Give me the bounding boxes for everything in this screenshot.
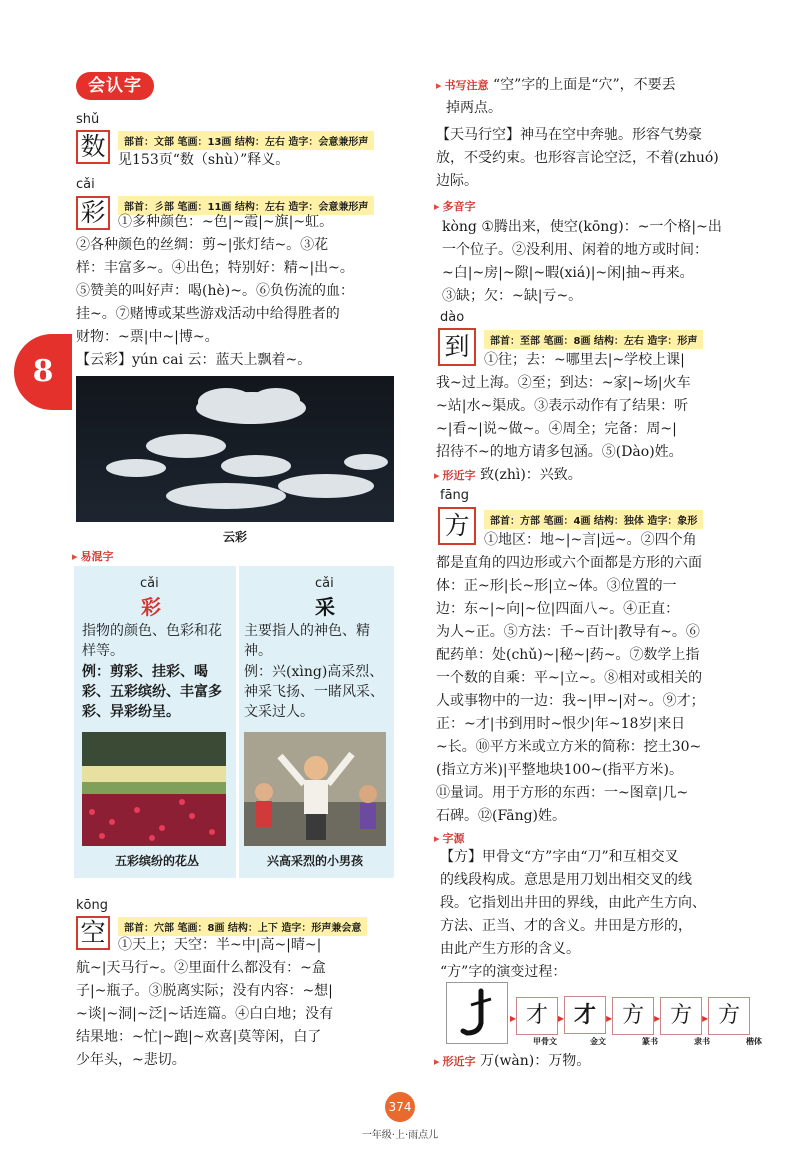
shu-info: 部首：文部 笔画：13画 结构：左右 造字：会意兼形声	[118, 131, 374, 150]
fang-entry	[438, 507, 476, 545]
fang-def-line: 都是直角的四边形或六个面都是方形的六面	[436, 555, 702, 571]
dao-def-line: ~站|水~渠成。③表示动作有了结果：听	[436, 398, 689, 414]
evolution-glyph: 方	[708, 997, 750, 1035]
section-title: 会认字	[76, 72, 154, 100]
triangle-icon: ▸	[436, 79, 442, 92]
shu-entry	[76, 130, 110, 164]
shu-definition: 见153页“数（shù）”释义。	[118, 152, 290, 168]
polyphone-line: ~白|~房|~隙|~暇(xiá)|~闲|抽~再来。	[442, 265, 694, 281]
dao-info: 部首：至部 笔画：8画 结构：左右 造字：形声	[484, 330, 703, 349]
boy-photo	[244, 732, 386, 846]
chapter-tab: 8	[14, 334, 72, 410]
evolution-boxes	[510, 996, 750, 1035]
evolution-label: 甲骨文	[533, 1037, 557, 1046]
fang-def-line: ~长。⑩平方米或立方米的简称：挖土30~	[436, 739, 702, 755]
cai-def-line: ⑤赞美的叫好声：喝(hè)~。⑥负伤流的血：	[76, 283, 354, 299]
evolution-label: 篆书	[642, 1037, 658, 1046]
fang-similar-label-text: 形近字	[442, 1055, 476, 1068]
compare-left-pinyin: cǎi	[140, 576, 159, 591]
evolution-glyph: 方	[612, 997, 654, 1035]
flowers-photo	[82, 732, 226, 846]
cai-char: 彩	[76, 196, 110, 230]
compare-right-char: 采	[315, 595, 335, 619]
dao-entry	[438, 328, 476, 366]
clouds-illustration	[76, 376, 394, 522]
triangle-icon: ▸	[434, 200, 440, 213]
triangle-icon: ▸	[434, 469, 440, 482]
footer-text: 一年级·上·雨点儿	[361, 1130, 439, 1141]
oracle-bone-image	[446, 982, 508, 1044]
kong-def-line: 结果地：~忙|~跑|~欢喜|莫等闲，白了	[76, 1029, 322, 1045]
compare-left-char: 彩	[141, 595, 161, 619]
polyphone-label	[434, 198, 476, 214]
cai-pinyin: cǎi	[76, 177, 95, 192]
fang-def-line: 为人~正。⑤方法：千~百计|教导有~。⑥	[436, 624, 700, 640]
kong-pinyin: kōng	[76, 898, 108, 913]
compare-divider	[236, 566, 239, 878]
dao-pinyin: dào	[440, 310, 465, 325]
polyphone-line: ③缺；欠：~缺|亏~。	[442, 288, 583, 304]
writing-note-label-text: 书写注意	[444, 79, 489, 92]
origin-line: 由此产生方形的含义。	[440, 941, 580, 957]
dao-def-line: ~|看~|说~做~。④周全；完备：周~|	[436, 421, 677, 437]
fang-def-line: 配药单：处(chǔ)~|秘~|药~。⑦数学上指	[436, 647, 700, 663]
origin-line: 段。它指划出井田的界线，由此产生方向、	[440, 895, 706, 911]
boy-caption: 兴高采烈的小男孩	[266, 854, 363, 868]
fang-similar	[434, 1050, 590, 1073]
fang-def-line: ①地区：地~|~言|远~。②四个角	[484, 532, 697, 548]
polyphone-line: 一个位子。②没利用、闲着的地方或时间：	[442, 242, 708, 258]
polyphone-line: kòng ①腾出来，使空(kōng)：~一个格|~出	[442, 219, 722, 235]
origin-line: 方法、正当、才的含义。井田是方形的，	[440, 918, 692, 934]
evolution-glyph: 才	[516, 997, 558, 1035]
writing-note-label	[436, 79, 489, 92]
dao-def-line: ①往；去：~哪里去|~学校上课|	[484, 352, 685, 368]
fang-similar-label	[434, 1055, 476, 1068]
compare-right-pinyin: cǎi	[315, 576, 334, 591]
kong-def-line: 航~|天马行~。②里面什么都没有：~盒	[76, 960, 326, 976]
kong-def-line: ~谈|~洞|~泛|~话连篇。④白白地；没有	[76, 1006, 334, 1022]
arrow-right-icon: ▸	[558, 1011, 565, 1025]
dao-similar-label-text: 形近字	[442, 469, 476, 482]
divider-left	[72, 566, 74, 878]
cai-phrase: 【云彩】yún cai 云：蓝天上飘着~。	[76, 352, 312, 368]
kong-char: 空	[76, 916, 110, 950]
clouds-caption: 云彩	[222, 530, 247, 544]
cai-def-line: 样：丰富多~。④出色；特别好：精~|出~。	[76, 260, 354, 276]
arrow-right-icon: ▸	[702, 1011, 709, 1025]
dao-similar-label	[434, 469, 476, 482]
fang-def-line: 体：正~形|长~形|立~体。③位置的一	[436, 578, 677, 594]
cai-info: 部首：彡部 笔画：11画 结构：左右 造字：会意兼形声	[118, 196, 374, 215]
evolution-label: 隶书	[694, 1037, 710, 1046]
writing-note-text: “空”字的上面是“穴”，不要丢	[492, 77, 676, 93]
shu-pinyin: shǔ	[76, 112, 100, 127]
fang-def-line: ⑪量词。用于方形的东西：一~图章|几~	[436, 785, 689, 801]
clouds-photo	[76, 376, 394, 522]
origin-label	[434, 830, 465, 846]
evolution-glyph: 才	[564, 996, 606, 1034]
dao-char: 到	[438, 328, 476, 366]
dao-def-line: 我~过上海。②至；到达：~家|~场|火车	[436, 375, 691, 391]
fang-def-line: 人或事物中的一边：我~|甲~|对~。⑨才；	[436, 693, 705, 709]
arrow-right-icon: ▸	[606, 1011, 613, 1025]
evolution-glyph: 方	[660, 997, 702, 1035]
fang-char: 方	[438, 507, 476, 545]
kong-info: 部首：穴部 笔画：8画 结构：上下 造字：形声兼会意	[118, 917, 367, 936]
compare-right-meaning: 主要指人的神色、精神。	[244, 623, 370, 659]
triangle-icon: ▸	[72, 550, 78, 563]
cai-entry	[76, 196, 110, 230]
fang-pinyin: fāng	[440, 488, 470, 503]
fang-def-line: 一个数的自乘：平~|立~。⑧相对或相关的	[436, 670, 703, 686]
confuse-label-text: 易混字	[80, 550, 114, 563]
dao-similar	[434, 464, 582, 487]
origin-line: 的线段构成。意思是用刀划出相交叉的线	[440, 872, 692, 888]
triangle-icon: ▸	[434, 832, 440, 845]
cai-def-line: 挂~。⑦赌博或某些游戏活动中给得胜者的	[76, 306, 340, 322]
tianma-line: 边际。	[436, 173, 478, 189]
fang-def-line: 石碑。⑫(Fāng)姓。	[436, 808, 567, 824]
cai-def-line: ①多种颜色：~色|~霞|~旗|~虹。	[118, 214, 334, 230]
boy-illustration	[244, 732, 386, 846]
writing-note-text: 掉两点。	[446, 100, 502, 116]
dao-def-line: 招待不~的地方请多包涵。⑤(Dào)姓。	[436, 444, 683, 460]
arrow-right-icon: ▸	[510, 1011, 517, 1025]
flowers-illustration	[82, 732, 226, 846]
flowers-caption: 五彩缤纷的花丛	[114, 854, 199, 868]
triangle-icon: ▸	[434, 1055, 440, 1068]
compare-right-example: 例：兴(xìng)高采烈、神采飞扬、一睹风采、文采过人。	[244, 664, 384, 720]
kong-def-line: ①天上；天空：半~中|高~|晴~|	[118, 937, 322, 953]
evolution-label: 金文	[590, 1037, 606, 1046]
compare-left-meaning: 指物的颜色、色彩和花样等。	[82, 623, 222, 659]
cai-def-line: 财物：~票|中~|博~。	[76, 329, 219, 345]
kong-entry	[76, 916, 110, 950]
polyphone-label-text: 多音字	[442, 200, 476, 213]
fang-def-line: (指立方米)|平整地块100~(指平方米)。	[436, 762, 684, 778]
arrow-right-icon: ▸	[654, 1011, 661, 1025]
fang-info: 部首：方部 笔画：4画 结构：独体 造字：象形	[484, 510, 703, 529]
fang-similar-text: 万(wàn)：万物。	[479, 1053, 591, 1069]
fang-def-line: 边：东~|~向|~位|四面八~。④正直：	[436, 601, 680, 617]
fang-def-line: 正：~才|书到用时~恨少|年~18岁|来日	[436, 716, 686, 732]
compare-left-example: 例：剪彩、挂彩、喝彩、五彩缤纷、丰富多彩、异彩纷呈。	[82, 664, 222, 720]
confuse-label	[72, 548, 114, 564]
page-number: 374	[385, 1092, 415, 1122]
cai-def-line: ②各种颜色的丝绸：剪~|张灯结~。③花	[76, 237, 329, 253]
evolution-label: 楷体	[746, 1037, 762, 1046]
brush-stroke-icon	[447, 983, 507, 1043]
dao-similar-text: 致(zhì)：兴致。	[479, 467, 582, 483]
kong-def-line: 少年头，~悲切。	[76, 1052, 186, 1068]
writing-note-line	[436, 74, 776, 97]
shu-char: 数	[76, 130, 110, 164]
kong-def-line: 子|~瓶子。③脱离实际；没有内容：~想|	[76, 983, 333, 999]
origin-label-text: 字源	[442, 832, 465, 845]
origin-line: 【方】甲骨文“方”字由“刀”和互相交叉	[440, 849, 679, 865]
tianma-line: 放，不受约束。也形容言论空泛，不着(zhuó)	[436, 150, 719, 166]
tianma-line: 【天马行空】神马在空中奔驰。形容气势豪	[436, 127, 702, 143]
origin-line: “方”字的演变过程：	[440, 964, 567, 980]
